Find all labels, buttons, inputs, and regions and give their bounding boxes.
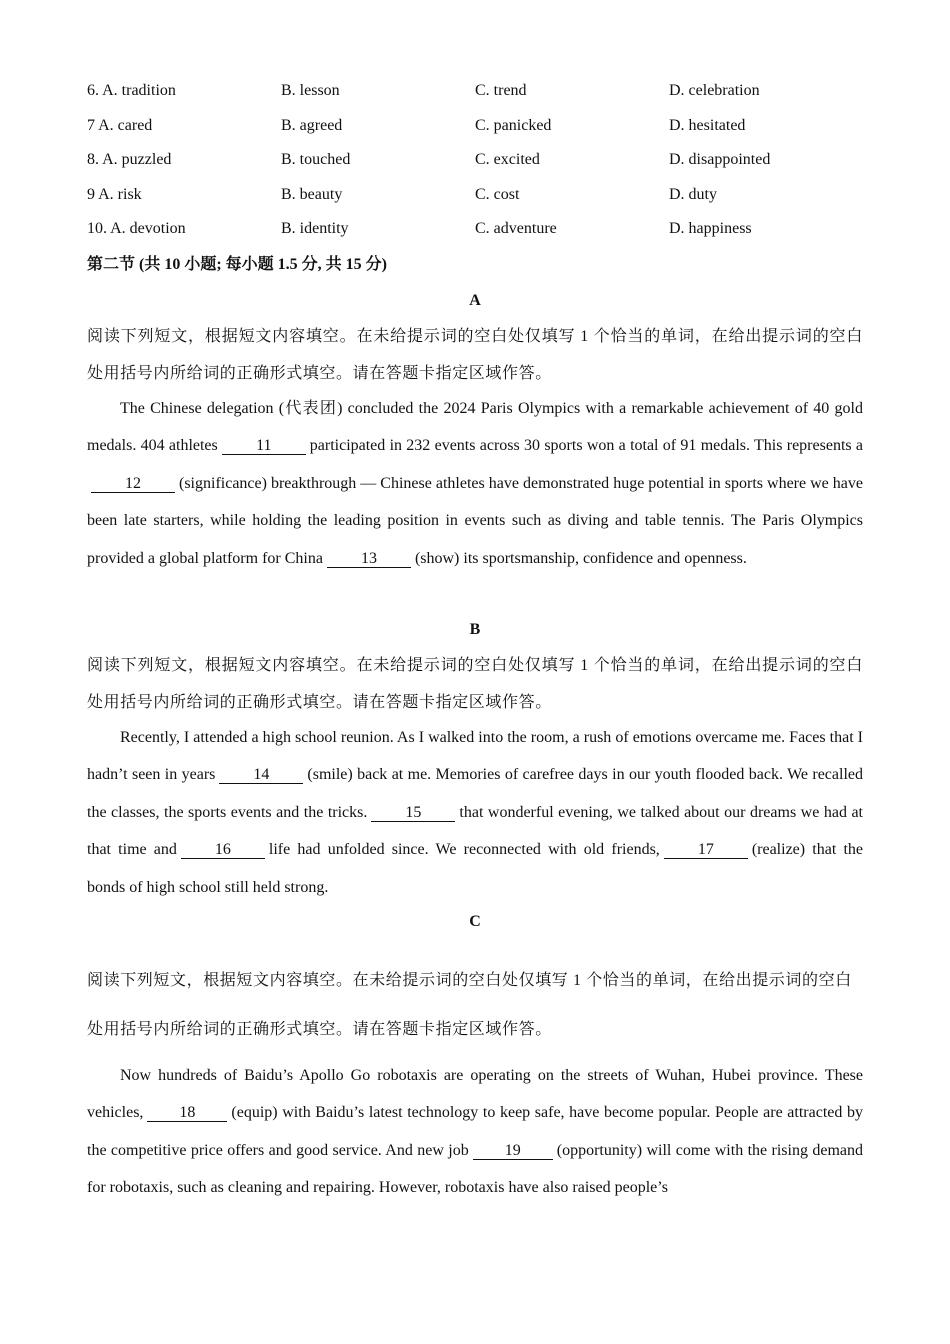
instruction-text: 阅读下列短文，根据短文内容填空。在未给提示词的空白处仅填写 1 个恰当的单词，在给出提示词的空白处用括号内所给词的正确形式填空。请在答题卡指定区域作答。 xyxy=(87,972,852,1038)
option-d: D. hesitated xyxy=(669,117,746,134)
part-a-instruction xyxy=(87,318,863,393)
blank-11[interactable]: 11 xyxy=(222,437,306,455)
option-a: 8. A. puzzled xyxy=(87,151,172,168)
option-d: D. happiness xyxy=(669,220,752,237)
blank-12[interactable]: 12 xyxy=(91,475,175,493)
part-b-instruction xyxy=(87,647,863,722)
option-b: B. lesson xyxy=(281,82,340,99)
blank-17[interactable]: 17 xyxy=(664,841,748,859)
part-b-passage xyxy=(87,719,863,906)
instruction-text: 阅读下列短文，根据短文内容填空。在未给提示词的空白处仅填写 1 个恰当的单词，在给出提示词的空白处用括号内所给词的正确形式填空。请在答题卡指定区域作答。 xyxy=(87,328,863,383)
option-row-7 xyxy=(87,114,863,138)
blank-16[interactable]: 16 xyxy=(181,841,265,859)
option-d: D. duty xyxy=(669,186,717,203)
option-a: 10. A. devotion xyxy=(87,220,186,237)
option-row-9 xyxy=(87,183,863,207)
passage-text: The Chinese delegation (代表团) concluded the 2024 Paris Olympics with a remarkable achievement of 40 gold medals. 404 athletes 11 participated in 232 events across 30 sports won a total of 91 medals. This represents a12 (significance) breakthrough — Chinese athletes have demonstrated huge potential in sports where we have been late starters, while holding the leading position in events such as diving and table tennis. The Paris Olympics provided a global platform for China 13 (show) its sportsmanship, confidence and openness. xyxy=(87,400,864,567)
part-b-label: B xyxy=(469,621,481,638)
blank-18[interactable]: 18 xyxy=(147,1104,227,1122)
option-b: B. touched xyxy=(281,151,351,168)
option-a: 6. A. tradition xyxy=(87,82,176,99)
option-b: B. identity xyxy=(281,220,349,237)
option-row-10 xyxy=(87,217,863,241)
option-b: B. beauty xyxy=(281,186,343,203)
option-row-8 xyxy=(87,148,863,172)
option-c: C. trend xyxy=(475,82,527,99)
option-d: D. celebration xyxy=(669,82,760,99)
blank-14[interactable]: 14 xyxy=(219,766,303,784)
option-d: D. disappointed xyxy=(669,151,771,168)
option-c: C. panicked xyxy=(475,117,552,134)
section-title: 第二节 (共 10 小题; 每小题 1.5 分, 共 15 分) xyxy=(87,256,387,273)
part-a-label: A xyxy=(469,292,481,309)
part-a-passage xyxy=(87,390,863,577)
part-c-label: C xyxy=(469,913,481,930)
part-c-passage xyxy=(87,1057,863,1207)
option-c: C. cost xyxy=(475,186,520,203)
option-a: 9 A. risk xyxy=(87,186,142,203)
blank-13[interactable]: 13 xyxy=(327,550,411,568)
blank-15[interactable]: 15 xyxy=(371,804,455,822)
passage-text: Now hundreds of Baidu’s Apollo Go robotaxis are operating on the streets of Wuhan, Hubei province. These vehicles, 18 (equip) with Baidu’s latest technology to keep safe, have become popular. People are attracted by the competitive price offers and good service. And new job 19 (opportunity) will come with the rising demand for robotaxis, such as cleaning and repairing. However, robotaxis have also raised people’s xyxy=(87,1067,863,1197)
instruction-text: 阅读下列短文，根据短文内容填空。在未给提示词的空白处仅填写 1 个恰当的单词，在给出提示词的空白处用括号内所给词的正确形式填空。请在答题卡指定区域作答。 xyxy=(87,657,863,712)
part-c-instruction xyxy=(87,956,863,1054)
option-c: C. excited xyxy=(475,151,540,168)
option-row-6 xyxy=(87,79,863,103)
option-c: C. adventure xyxy=(475,220,557,237)
option-b: B. agreed xyxy=(281,117,343,134)
option-a: 7 A. cared xyxy=(87,117,153,134)
passage-text: Recently, I attended a high school reunion. As I walked into the room, a rush of emotions overcame me. Faces that I hadn’t seen in years 14 (smile) back at me. Memories of carefree days in our youth flooded back. We recalled the classes, the sports events and the tricks. 15 that wonderful evening, we talked about our dreams we had at that time and 16 life had unfolded since. We reconnected with old friends, 17 (realize) that the bonds of high school still held strong. xyxy=(87,729,864,896)
blank-19[interactable]: 19 xyxy=(473,1142,553,1160)
